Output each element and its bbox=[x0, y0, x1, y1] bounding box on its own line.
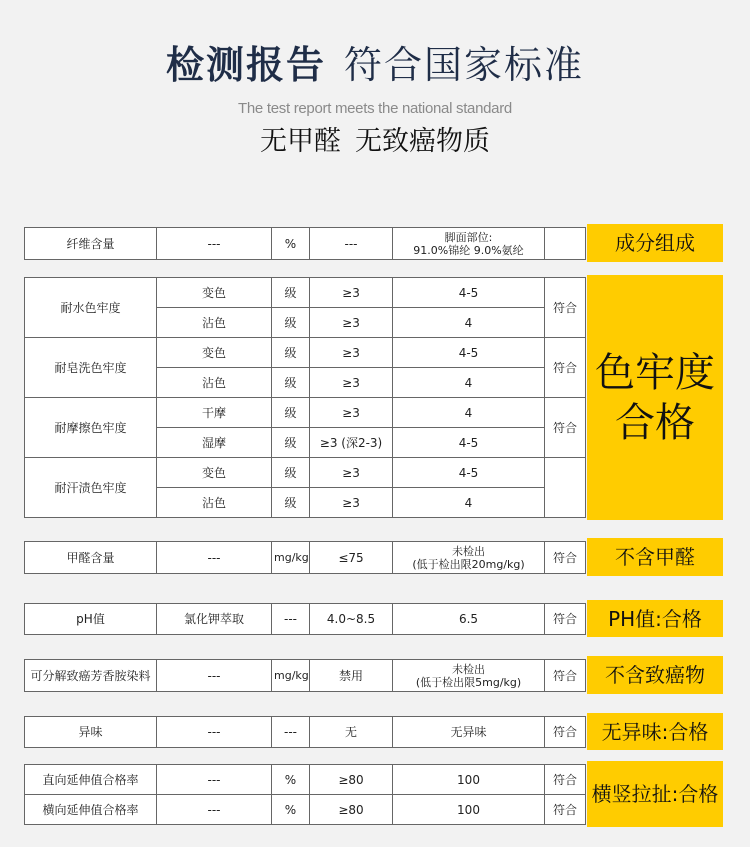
result-cell bbox=[393, 660, 545, 692]
result-cell: 100 bbox=[393, 795, 545, 825]
table-row bbox=[25, 542, 586, 574]
result-line-2: (低于检出限5mg/kg) bbox=[415, 675, 522, 689]
badge-line-1: 色牢度 bbox=[595, 349, 715, 396]
subtitle-chinese bbox=[0, 122, 750, 162]
subtitle-english: The test report meets the national standard bbox=[238, 100, 512, 117]
result-line-1: 脚面部位: bbox=[444, 230, 493, 244]
group-name-cell: 耐水色牢度 bbox=[25, 278, 157, 338]
item-cell: 可分解致癌芳香胺染料 bbox=[25, 660, 157, 692]
method-cell: --- bbox=[157, 542, 272, 574]
formaldehyde-table bbox=[24, 541, 586, 574]
result-cell: 4 bbox=[393, 488, 545, 518]
verdict-cell: 符合 bbox=[545, 542, 586, 574]
result-line-2: (低于检出限20mg/kg) bbox=[412, 557, 525, 571]
title-bold: 检测报告 bbox=[165, 43, 326, 87]
table-row bbox=[25, 765, 586, 795]
badge-composition: 成分组成 bbox=[587, 224, 723, 262]
subtitle-cn-2: 无致癌物质 bbox=[355, 126, 490, 157]
sub-cell: 沾色 bbox=[157, 488, 272, 518]
item-cell: 横向延伸值合格率 bbox=[25, 795, 157, 825]
odor-table bbox=[24, 716, 586, 748]
unit-cell: 级 bbox=[272, 488, 310, 518]
unit-cell: --- bbox=[272, 717, 310, 748]
sub-cell: 干摩 bbox=[157, 398, 272, 428]
method-cell: --- bbox=[157, 660, 272, 692]
group-name-cell: 耐汗渍色牢度 bbox=[25, 458, 157, 518]
standard-cell: --- bbox=[310, 228, 393, 260]
report-header bbox=[0, 0, 750, 200]
verdict-cell: 符合 bbox=[545, 660, 586, 692]
result-cell: 4 bbox=[393, 308, 545, 338]
method-cell: 氯化钾萃取 bbox=[157, 604, 272, 635]
badge-colorfastness bbox=[587, 275, 723, 520]
table-row bbox=[25, 278, 586, 308]
sub-cell: 沾色 bbox=[157, 308, 272, 338]
fiber-table bbox=[24, 227, 586, 260]
result-line-2: 91.0%锦纶 9.0%氨纶 bbox=[413, 243, 524, 257]
method-cell: --- bbox=[157, 795, 272, 825]
unit-cell: 级 bbox=[272, 458, 310, 488]
standard-cell: ≥3 bbox=[310, 398, 393, 428]
result-cell bbox=[393, 542, 545, 574]
result-cell: 6.5 bbox=[393, 604, 545, 635]
standard-cell: ≥80 bbox=[310, 795, 393, 825]
stretch-table bbox=[24, 764, 586, 825]
unit-cell: mg/kg bbox=[272, 660, 310, 692]
item-cell: 异味 bbox=[25, 717, 157, 748]
standard-cell: ≥3 bbox=[310, 278, 393, 308]
unit-cell: 级 bbox=[272, 428, 310, 458]
standard-cell: 无 bbox=[310, 717, 393, 748]
standard-cell: ≥3 bbox=[310, 368, 393, 398]
method-cell: --- bbox=[157, 717, 272, 748]
item-cell: 直向延伸值合格率 bbox=[25, 765, 157, 795]
verdict-cell bbox=[545, 228, 586, 260]
badge-formaldehyde: 不含甲醛 bbox=[587, 538, 723, 576]
method-cell: --- bbox=[157, 765, 272, 795]
badge-azo: 不含致癌物 bbox=[587, 656, 723, 694]
result-cell: 4 bbox=[393, 398, 545, 428]
unit-cell: 级 bbox=[272, 398, 310, 428]
verdict-cell: 符合 bbox=[545, 795, 586, 825]
standard-cell: ≥3 bbox=[310, 338, 393, 368]
title-light: 符合国家标准 bbox=[344, 43, 585, 87]
unit-cell: 级 bbox=[272, 368, 310, 398]
item-cell: 甲醛含量 bbox=[25, 542, 157, 574]
method-cell: --- bbox=[157, 228, 272, 260]
result-cell: 4 bbox=[393, 368, 545, 398]
badge-stretch: 横竖拉扯:合格 bbox=[587, 761, 723, 827]
unit-cell: 级 bbox=[272, 338, 310, 368]
table-row bbox=[25, 458, 586, 488]
unit-cell: 级 bbox=[272, 308, 310, 338]
verdict-cell: 符合 bbox=[545, 338, 586, 398]
standard-cell: ≥80 bbox=[310, 765, 393, 795]
sub-cell: 变色 bbox=[157, 458, 272, 488]
azo-table bbox=[24, 659, 586, 692]
table-row bbox=[25, 398, 586, 428]
standard-cell: 4.0~8.5 bbox=[310, 604, 393, 635]
result-cell: 4-5 bbox=[393, 338, 545, 368]
standard-cell: ≥3 bbox=[310, 488, 393, 518]
unit-cell: mg/kg bbox=[272, 542, 310, 574]
subtitle-cn-1: 无甲醛 bbox=[260, 126, 341, 157]
table-row bbox=[25, 338, 586, 368]
verdict-cell bbox=[545, 458, 586, 518]
table-row bbox=[25, 660, 586, 692]
result-cell: 100 bbox=[393, 765, 545, 795]
unit-cell: --- bbox=[272, 604, 310, 635]
standard-cell: ≥3 bbox=[310, 308, 393, 338]
group-name-cell: 耐皂洗色牢度 bbox=[25, 338, 157, 398]
standard-cell: ≥3 bbox=[310, 458, 393, 488]
result-line-1: 未检出 bbox=[452, 544, 485, 558]
result-cell: 4-5 bbox=[393, 428, 545, 458]
badge-ph: PH值:合格 bbox=[587, 600, 723, 637]
page-title bbox=[0, 40, 750, 90]
unit-cell: 级 bbox=[272, 278, 310, 308]
standard-cell: ≥3 (深2-3) bbox=[310, 428, 393, 458]
table-row bbox=[25, 228, 586, 260]
unit-cell: % bbox=[272, 795, 310, 825]
table-row bbox=[25, 604, 586, 635]
badge-odor: 无异味:合格 bbox=[587, 713, 723, 750]
badge-line-2: 合格 bbox=[615, 399, 695, 446]
sub-cell: 湿摩 bbox=[157, 428, 272, 458]
table-row bbox=[25, 795, 586, 825]
result-cell bbox=[393, 228, 545, 260]
sub-cell: 变色 bbox=[157, 278, 272, 308]
verdict-cell: 符合 bbox=[545, 765, 586, 795]
group-name-cell: 耐摩擦色牢度 bbox=[25, 398, 157, 458]
verdict-cell: 符合 bbox=[545, 278, 586, 338]
ph-table bbox=[24, 603, 586, 635]
sub-cell: 沾色 bbox=[157, 368, 272, 398]
standard-cell: ≤75 bbox=[310, 542, 393, 574]
verdict-cell: 符合 bbox=[545, 604, 586, 635]
result-cell: 4-5 bbox=[393, 278, 545, 308]
unit-cell: % bbox=[272, 765, 310, 795]
verdict-cell: 符合 bbox=[545, 717, 586, 748]
result-cell: 无异味 bbox=[393, 717, 545, 748]
unit-cell: % bbox=[272, 228, 310, 260]
standard-cell: 禁用 bbox=[310, 660, 393, 692]
colorfastness-table bbox=[24, 277, 586, 518]
item-cell: pH值 bbox=[25, 604, 157, 635]
table-row bbox=[25, 717, 586, 748]
sub-cell: 变色 bbox=[157, 338, 272, 368]
result-cell: 4-5 bbox=[393, 458, 545, 488]
verdict-cell: 符合 bbox=[545, 398, 586, 458]
result-line-1: 未检出 bbox=[452, 662, 485, 676]
item-cell: 纤维含量 bbox=[25, 228, 157, 260]
